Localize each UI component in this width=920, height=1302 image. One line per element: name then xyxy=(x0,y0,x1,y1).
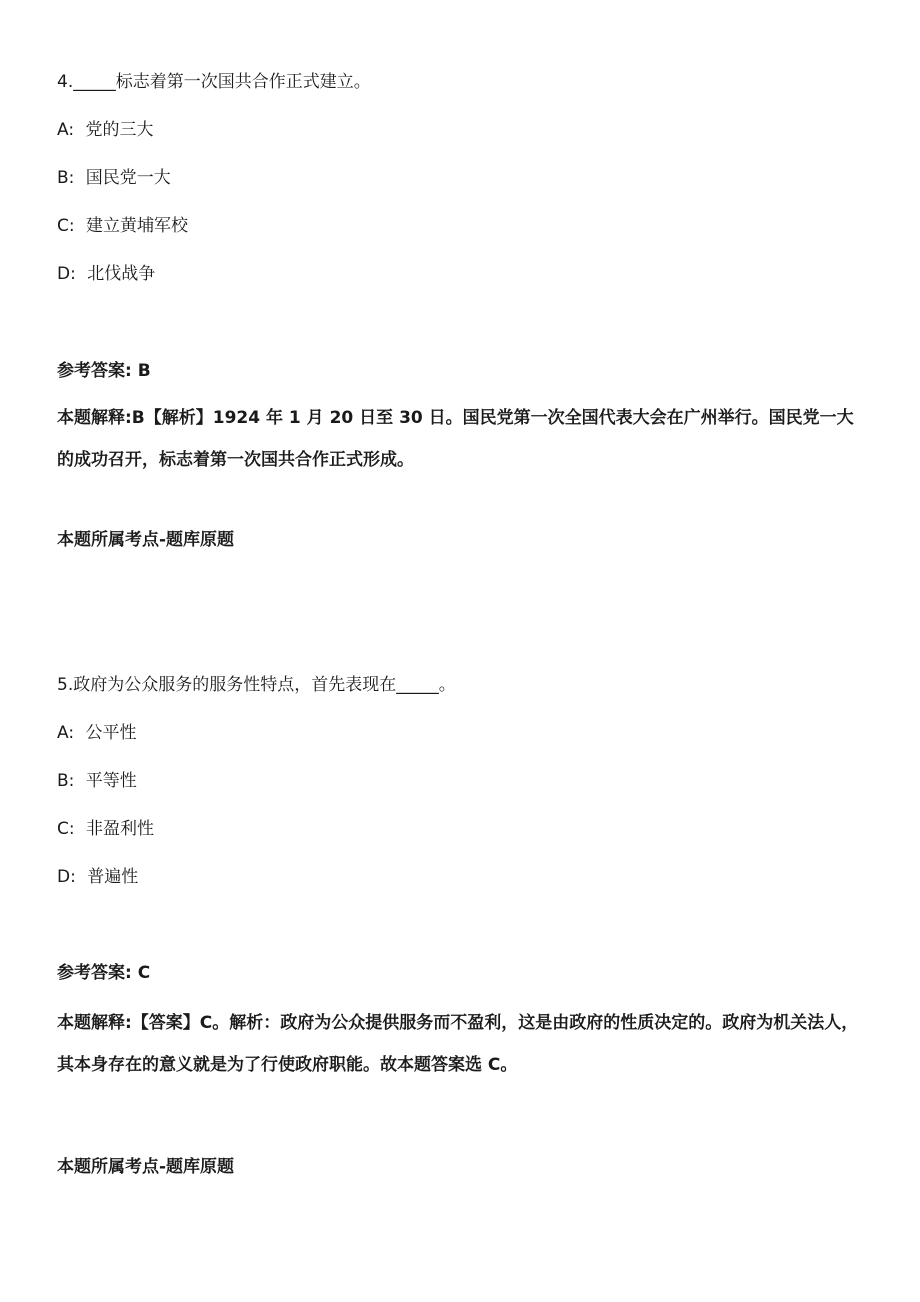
option-letter: B: xyxy=(57,771,75,791)
option-text: 国民党一大 xyxy=(85,168,171,188)
option-text: 北伐战争 xyxy=(87,264,156,284)
option-letter: C: xyxy=(57,216,75,236)
question-5-option-b xyxy=(57,769,137,793)
question-4-option-b xyxy=(57,166,171,190)
question-5-explanation: 本题解释:【答案】C。解析：政府为公众提供服务而不盈利，这是由政府的性质决定的。政府为机关法人，其本身存在的意义就是为了行使政府职能。故本题答案选 C。 xyxy=(57,1013,859,1075)
question-4-category: 本题所属考点-题库原题 xyxy=(57,530,235,550)
question-4-stem: 4._____标志着第一次国共合作正式建立。 xyxy=(57,72,371,92)
option-letter: D: xyxy=(57,867,76,887)
question-4-answer: 参考答案: B xyxy=(57,361,151,381)
question-4-option-d xyxy=(57,262,155,286)
option-letter: A: xyxy=(57,723,75,743)
question-4-option-c xyxy=(57,214,188,238)
option-letter: B: xyxy=(57,168,75,188)
option-letter: A: xyxy=(57,120,75,140)
option-text: 党的三大 xyxy=(85,120,154,140)
option-text: 非盈利性 xyxy=(86,819,155,839)
option-text: 建立黄埔军校 xyxy=(86,216,189,236)
option-text: 公平性 xyxy=(85,723,137,743)
question-5-option-a xyxy=(57,721,136,745)
question-5-option-d xyxy=(57,865,138,889)
option-text: 平等性 xyxy=(85,771,137,791)
option-text: 普遍性 xyxy=(87,867,139,887)
question-4-option-a xyxy=(57,118,153,142)
question-5-answer: 参考答案: C xyxy=(57,963,151,983)
question-5-option-c xyxy=(57,817,154,841)
question-5-stem: 5.政府为公众服务的服务性特点，首先表现在_____。 xyxy=(57,675,456,695)
option-letter: D: xyxy=(57,264,76,284)
option-letter: C: xyxy=(57,819,75,839)
question-5-category: 本题所属考点-题库原题 xyxy=(57,1157,235,1177)
question-4-explanation: 本题解释:B【解析】1924 年 1 月 20 日至 30 日。国民党第一次全国代表大会在广州举行。国民党一大的成功召开，标志着第一次国共合作正式形成。 xyxy=(57,408,854,470)
